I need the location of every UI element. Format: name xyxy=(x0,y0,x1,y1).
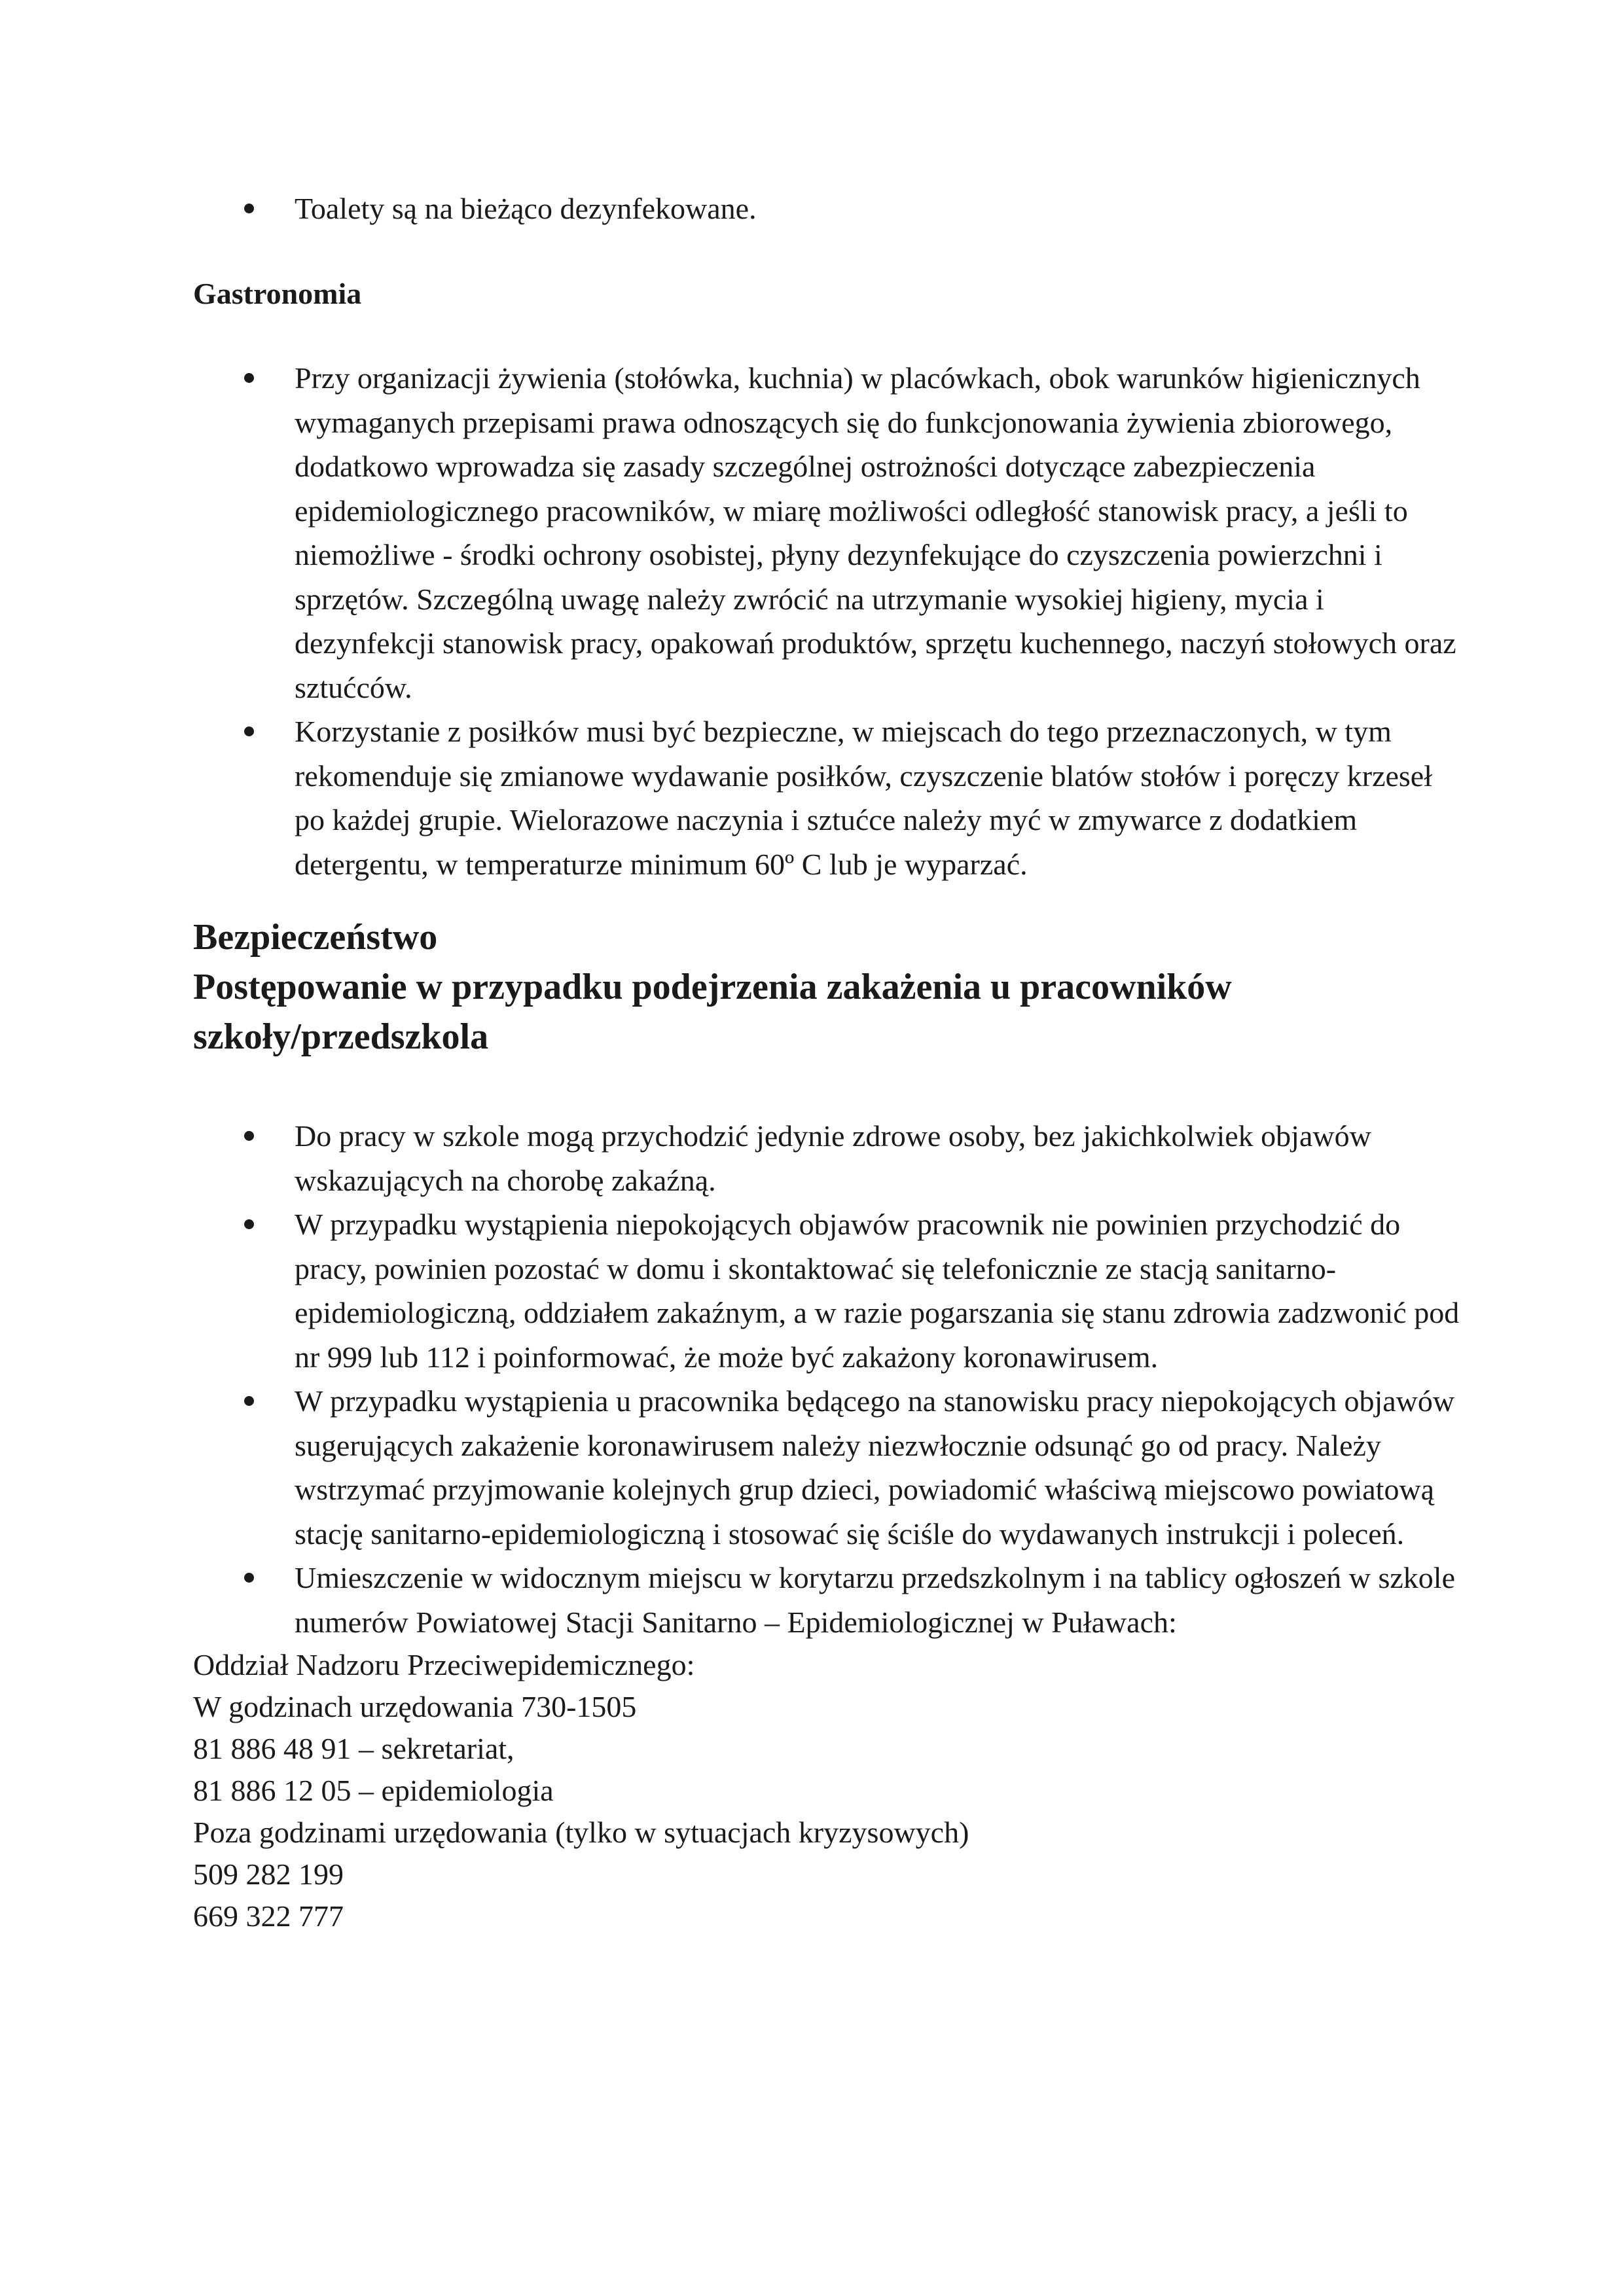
list-item xyxy=(193,356,1470,709)
safety-list xyxy=(193,1114,1470,1644)
list-item-text: Korzystanie z posiłków musi być bezpieczne, w miejscach do tego przeznaczonych, w tym rekomenduje się zmianowe wydawanie posiłków, czyszczenie blatów stołów i poręczy krzeseł po każdej grupie. Wielorazowe naczynia i sztućce należy myć w zmywarce z dodatkiem detergentu, w temperaturze minimum 60º C lub je wyparzać. xyxy=(295,715,1433,881)
list-item-text: W przypadku wystąpienia niepokojących objawów pracownik nie powinien przychodzić do pracy, powinien pozostać w domu i skontaktować się telefonicznie ze stacją sanitarno-epidemiologiczną, oddziałem zakaźnym, a w razie pogarszania się stanu zdrowia zadzwonić pod nr 999 lub 112 i poinformować, że może być zakażony koronawirusem. xyxy=(295,1208,1460,1374)
list-item xyxy=(193,187,1470,231)
department-name: Oddział Nadzoru Przeciwepidemicznego: xyxy=(193,1648,695,1681)
phone-secretariat: 81 886 48 91 – sekretariat, xyxy=(193,1732,514,1765)
list-item xyxy=(193,1114,1470,1202)
contact-block xyxy=(193,1644,1470,1937)
emergency-phone-2: 669 322 777 xyxy=(193,1899,344,1933)
list-item-text: Do pracy w szkole mogą przychodzić jedynie zdrowe osoby, bez jakichkolwiek objawów wskazujących na chorobę zakaźną. xyxy=(295,1119,1371,1197)
bullet-icon xyxy=(244,726,254,736)
list-item-text: Toalety są na bieżąco dezynfekowane. xyxy=(295,192,757,225)
list-item xyxy=(193,1556,1470,1644)
safety-subheading-line-2: szkoły/przedszkola xyxy=(193,1016,489,1057)
list-item-text: Umieszczenie w widocznym miejscu w korytarzu przedszkolnym i na tablicy ogłoszeń w szkole numerów Powiatowej Stacji Sanitarno – Epidemiologicznej w Puławach: xyxy=(295,1561,1455,1639)
toilets-list xyxy=(193,187,1470,231)
document-content xyxy=(193,187,1470,1937)
gastronomy-list xyxy=(193,356,1470,886)
safety-heading-block xyxy=(193,912,1470,1062)
list-item xyxy=(193,1202,1470,1379)
bullet-icon xyxy=(244,1396,254,1406)
emergency-phone-1: 509 282 199 xyxy=(193,1857,344,1891)
bullet-icon xyxy=(244,1219,254,1229)
list-item-text: Przy organizacji żywienia (stołówka, kuchnia) w placówkach, obok warunków higienicznych wymaganych przepisami prawa odnoszących się do funkcjonowania żywienia zbiorowego, dodatkowo wprowadza się zasady szczególnej ostrożności dotyczące zabezpieczenia epidemiologicznego pracowników, w miarę możliwości odległość stanowisk pracy, a jeśli to niemożliwe - środki ochrony osobistej, płyny dezynfekujące do czyszczenia powierzchni i sprzętów. Szczególną uwagę należy zwrócić na utrzymanie wysokiej higieny, mycia i dezynfekcji stanowisk pracy, opakowań produktów, sprzętu kuchennego, naczyń stołowych oraz sztućców. xyxy=(295,361,1456,704)
list-item xyxy=(193,1379,1470,1556)
safety-heading: Bezpieczeństwo xyxy=(193,917,438,958)
bullet-icon xyxy=(244,373,254,383)
bullet-icon xyxy=(244,1131,254,1141)
office-hours: W godzinach urzędowania 730-1505 xyxy=(193,1690,637,1723)
phone-epidemiology: 81 886 12 05 – epidemiologia xyxy=(193,1774,554,1807)
bullet-icon xyxy=(244,1573,254,1583)
list-item xyxy=(193,709,1470,886)
list-item-text: W przypadku wystąpienia u pracownika będącego na stanowisku pracy niepokojących objawów sugerujących zakażenie koronawirusem należy niezwłocznie odsunąć go od pracy. Należy wstrzymać przyjmowanie kolejnych grup dzieci, powiadomić właściwą miejscowo powiatową stację sanitarno-epidemiologiczną i stosować się ściśle do wydawanych instrukcji i poleceń. xyxy=(295,1384,1455,1551)
gastronomy-heading: Gastronomia xyxy=(193,276,362,310)
bullet-icon xyxy=(244,204,254,213)
safety-subheading-line-1: Postępowanie w przypadku podejrzenia zakażenia u pracowników xyxy=(193,967,1232,1007)
after-hours-note: Poza godzinami urzędowania (tylko w sytuacjach kryzysowych) xyxy=(193,1816,969,1849)
